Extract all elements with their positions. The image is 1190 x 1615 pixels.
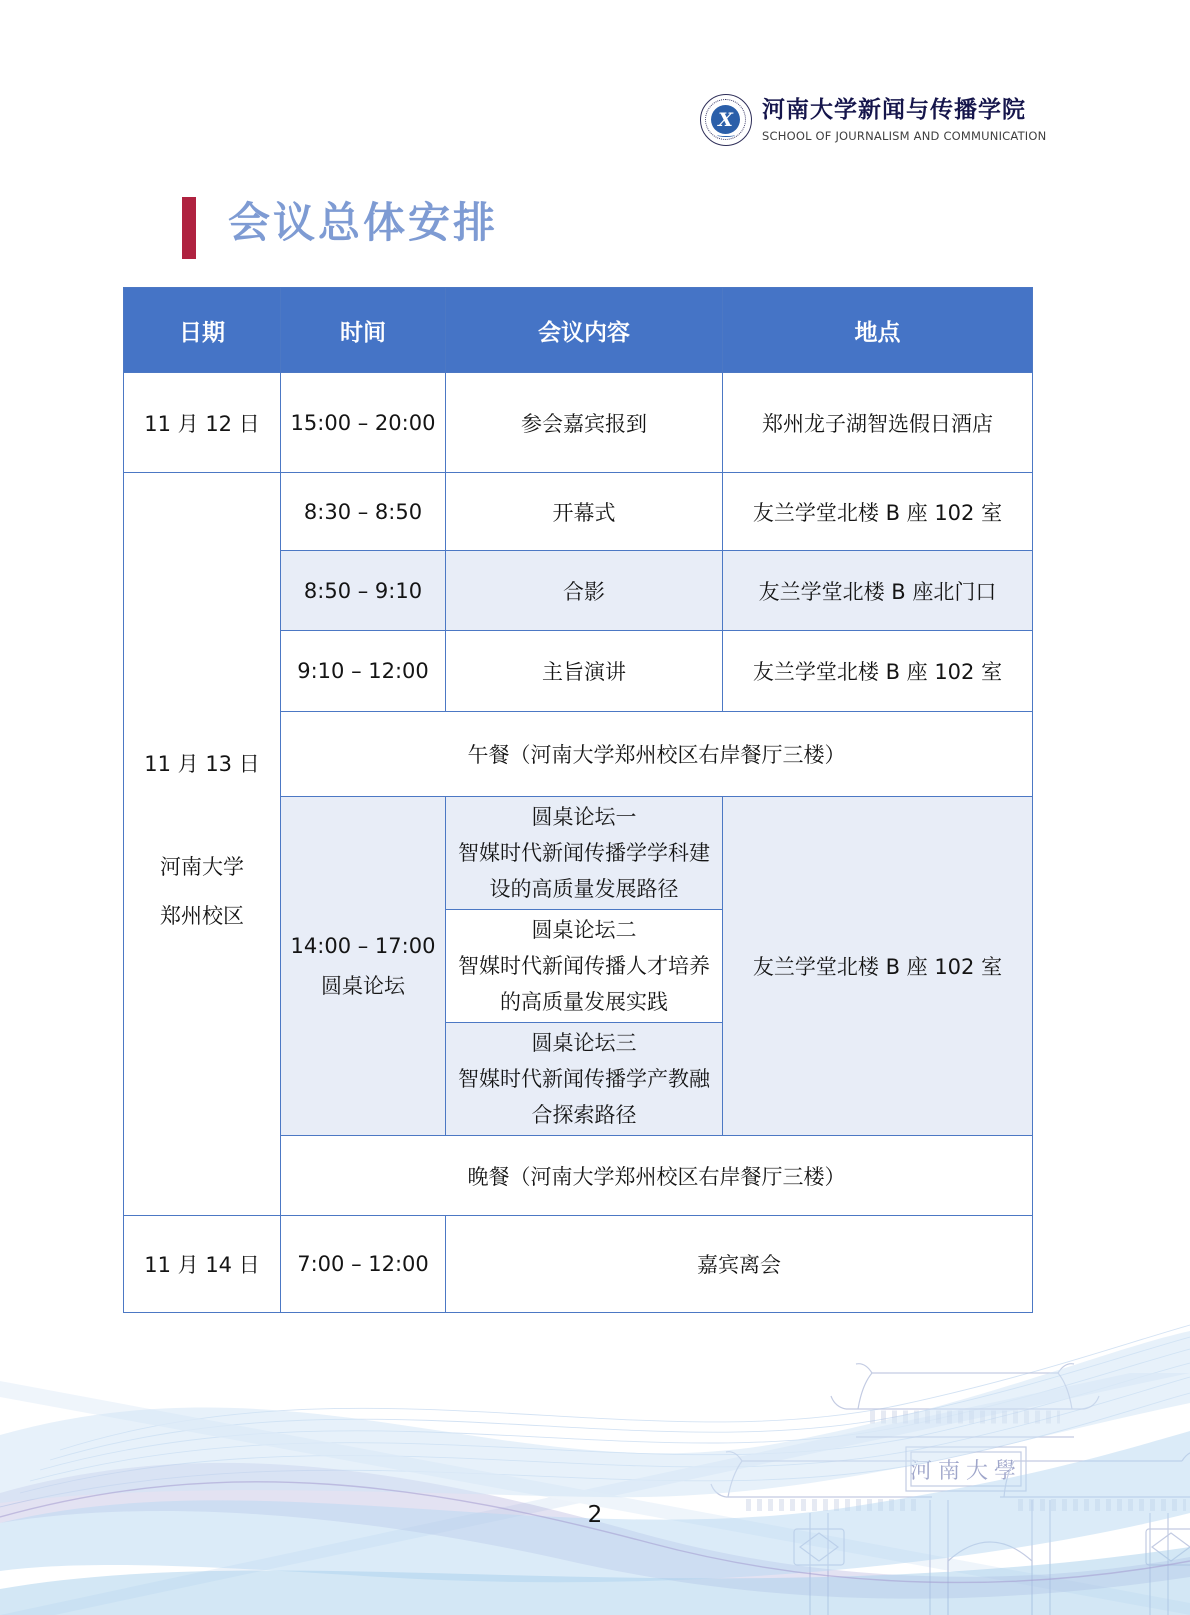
day2-campus-label (130, 843, 274, 941)
cell-opening-time: 8:30 – 8:50 (281, 473, 446, 551)
cell-photo-location: 友兰学堂北楼 B 座北门口 (723, 551, 1033, 631)
table-header-row (124, 288, 1033, 373)
cell-opening-content: 开幕式 (446, 473, 723, 551)
school-name-cn: 河南大学新闻与传播学院 (762, 96, 1026, 123)
col-header-date: 日期 (124, 288, 281, 373)
campus-line-1: 河南大学 (160, 855, 244, 879)
cell-keynote-content: 主旨演讲 (446, 631, 723, 712)
cell-opening-location: 友兰学堂北楼 B 座 102 室 (723, 473, 1033, 551)
page-number: 2 (587, 1502, 603, 1528)
forum-time-label: 14:00 – 17:00 (290, 934, 436, 958)
cell-day3-date: 11 月 14 日 (124, 1216, 281, 1313)
cell-forum3 (446, 1023, 723, 1136)
forum3-line1: 智媒时代新闻传播学产教融 (458, 1067, 710, 1091)
forum1-line2: 设的高质量发展路径 (489, 877, 679, 901)
forum3-line2: 合探索路径 (531, 1103, 637, 1127)
title-accent-bar (182, 197, 196, 259)
emblem-letter: X (711, 105, 740, 134)
cell-dinner: 晚餐（河南大学郑州校区右岸餐厅三楼） (281, 1136, 1033, 1216)
forum-time-sublabel: 圆桌论坛 (321, 974, 405, 998)
cell-forum-location: 友兰学堂北楼 B 座 102 室 (723, 797, 1033, 1136)
col-header-time: 时间 (281, 288, 446, 373)
cell-forum-time (281, 797, 446, 1136)
cell-forum2 (446, 910, 723, 1023)
col-header-content: 会议内容 (446, 288, 723, 373)
cell-keynote-time: 9:10 – 12:00 (281, 631, 446, 712)
cell-day1-content: 参会嘉宾报到 (446, 373, 723, 473)
cell-forum1 (446, 797, 723, 910)
forum2-title: 圆桌论坛二 (531, 918, 637, 942)
university-emblem-logo (700, 94, 752, 146)
col-header-location: 地点 (723, 288, 1033, 373)
cell-day3-content: 嘉宾离会 (446, 1216, 1033, 1313)
campus-line-2: 郑州校区 (160, 904, 244, 928)
brand-text-block (762, 97, 1046, 144)
cell-photo-content: 合影 (446, 551, 723, 631)
page-title: 会议总体安排 (228, 198, 499, 247)
forum3-title: 圆桌论坛三 (531, 1031, 637, 1055)
cell-day1-date: 11 月 12 日 (124, 373, 281, 473)
cell-keynote-location: 友兰学堂北楼 B 座 102 室 (723, 631, 1033, 712)
cell-photo-time: 8:50 – 9:10 (281, 551, 446, 631)
schedule-table (123, 287, 1033, 1313)
forum2-line1: 智媒时代新闻传播人才培养 (458, 954, 710, 978)
day2-date-label: 11 月 13 日 (144, 752, 260, 776)
school-name-en: SCHOOL OF JOURNALISM AND COMMUNICATION (762, 129, 1047, 144)
forum1-line1: 智媒时代新闻传播学学科建 (458, 841, 710, 865)
section-header (182, 192, 498, 259)
forum1-title: 圆桌论坛一 (531, 805, 637, 829)
gate-plaque-text: 河南大學 (909, 1459, 1023, 1484)
emblem-wave-icon (717, 133, 735, 137)
table-row (124, 473, 1033, 551)
table-row (124, 373, 1033, 473)
cell-day3-time: 7:00 – 12:00 (281, 1216, 446, 1313)
footer-watermark (0, 1285, 1190, 1615)
cell-day2-date (124, 473, 281, 1216)
cell-day1-location: 郑州龙子湖智选假日酒店 (723, 373, 1033, 473)
cell-day1-time: 15:00 – 20:00 (281, 373, 446, 473)
forum2-line2: 的高质量发展实践 (500, 990, 668, 1014)
cell-lunch: 午餐（河南大学郑州校区右岸餐厅三楼） (281, 712, 1033, 797)
school-brand-header (700, 94, 1046, 146)
